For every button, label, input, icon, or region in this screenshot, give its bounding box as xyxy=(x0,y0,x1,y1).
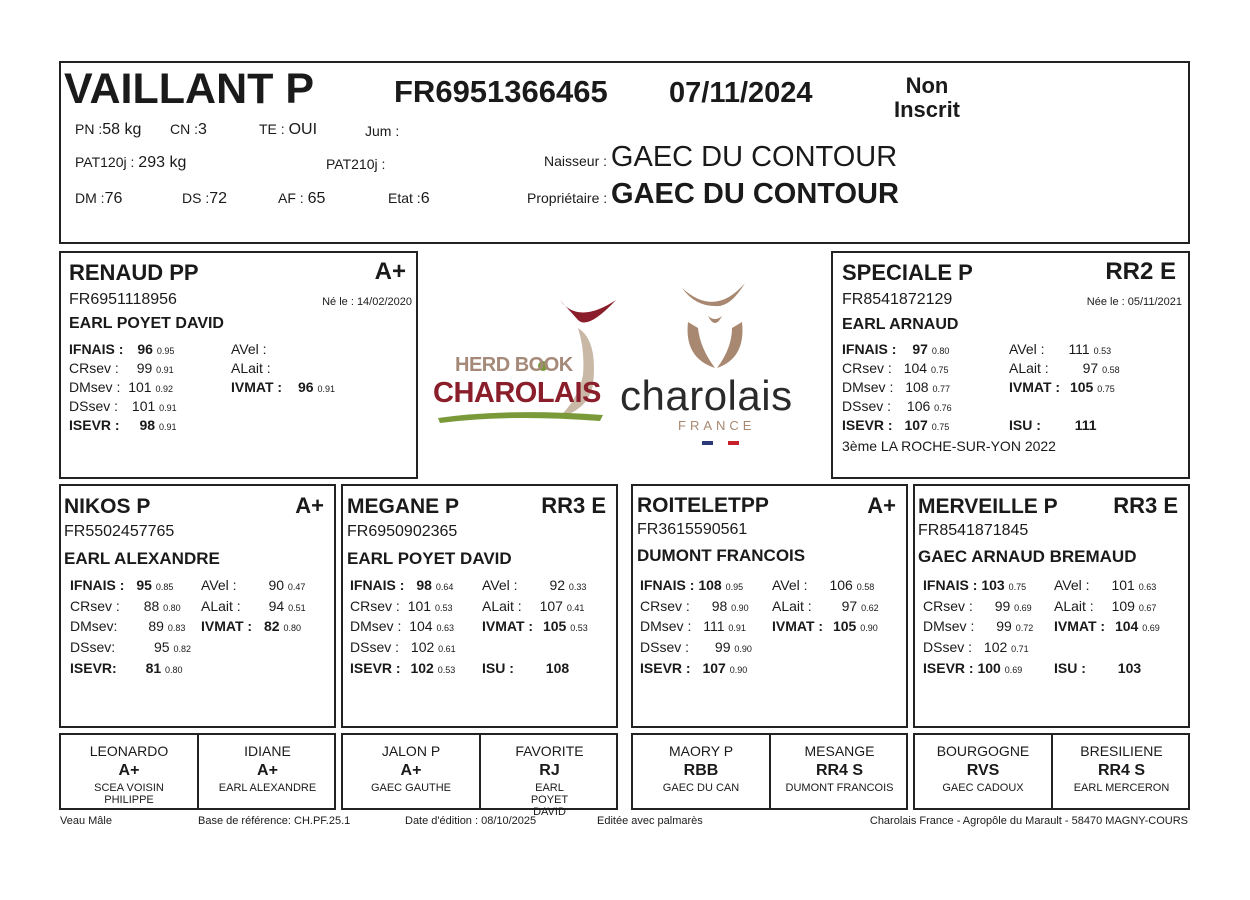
charolais-text: charolais xyxy=(620,372,793,419)
great-grandparent-name: FAVORITE xyxy=(515,743,584,759)
grandparent-name: NIKOS P xyxy=(64,495,151,518)
grandparent-name: MEGANE P xyxy=(347,495,460,518)
great-grandparent-qualification: RJ xyxy=(539,762,560,779)
registration-status: Non Inscrit xyxy=(893,73,961,122)
great-grandparent-pair xyxy=(341,733,618,818)
dam-ifnais: IFNAIS : 97 0.80 xyxy=(842,341,950,357)
great-grandparent-name: MAORY P xyxy=(668,743,734,759)
grandparent-qualification: A+ xyxy=(867,493,896,518)
footer-edit-date: Date d'édition : 08/10/2025 xyxy=(405,815,537,827)
dam-isu: ISU : 111 xyxy=(1009,417,1097,433)
sire-dmsev: DMsev : 101 0.92 xyxy=(69,379,174,395)
dam-avel: AVel : 111 0.53 xyxy=(1009,341,1112,357)
etat-field: Etat :6 xyxy=(388,190,430,207)
sire-dssev: DSsev : 101 0.91 xyxy=(69,398,177,414)
grandparent-isevr: ISEVR : 100 0.69 xyxy=(923,660,1023,676)
dm-field: DM :76 xyxy=(75,190,123,207)
grandparent-ivmat: IVMAT : 104 0.69 xyxy=(1054,618,1160,634)
great-grandparent-qualification: A+ xyxy=(257,762,278,779)
af-field: AF : 65 xyxy=(278,190,326,207)
footer-sex: Veau Mâle xyxy=(60,815,112,827)
dam-dssev: DSsev : 106 0.76 xyxy=(842,398,952,414)
sire-alait: ALait : xyxy=(231,360,271,376)
grandparent-avel: AVel : 90 0.47 xyxy=(201,577,306,593)
grandparent-id: FR8541871845 xyxy=(918,522,1029,539)
pat120-field: PAT120j : 293 kg xyxy=(75,154,187,171)
great-grandparent-pair xyxy=(913,733,1190,810)
grandparent-alait: ALait : 107 0.41 xyxy=(482,598,585,614)
great-grandparent-qualification: RR4 S xyxy=(815,762,864,779)
great-grandparent-qualification: RVS xyxy=(966,762,1000,779)
grandparent-isu: ISU : 103 xyxy=(1054,660,1142,676)
great-grandparent-owner: EARL POYET DAVID xyxy=(530,782,569,818)
france-text: FRANCE xyxy=(678,418,756,433)
great-grandparent-name: IDIANE xyxy=(244,743,291,759)
great-grandparent-pair xyxy=(59,733,336,810)
cn-field: CN :3 xyxy=(170,121,207,138)
grandparent-isu: ISU : 108 xyxy=(482,660,570,676)
grandparent-dmsev: DMsev : 111 0.91 xyxy=(640,618,746,634)
grandparent-card xyxy=(631,484,908,728)
grandparent-ifnais: IFNAIS : 95 0.85 xyxy=(70,577,174,593)
great-grandparent-cell xyxy=(343,735,481,808)
grandparent-qualification: A+ xyxy=(295,493,324,518)
great-grandparent-cell xyxy=(771,735,908,808)
dam-birthdate: Née le : 05/11/2021 xyxy=(1086,296,1182,308)
great-grandparent-name: BRESILIENE xyxy=(1080,743,1163,759)
animal-date: 07/11/2024 xyxy=(669,77,813,109)
pat210-field: PAT210j : xyxy=(326,156,386,172)
grandparent-avel: AVel : 101 0.63 xyxy=(1054,577,1157,593)
te-field: TE : OUI xyxy=(259,121,318,138)
grandparent-card xyxy=(59,484,336,728)
sire-card xyxy=(59,251,418,479)
great-grandparent-qualification: A+ xyxy=(400,762,422,779)
ds-field: DS :72 xyxy=(182,190,228,207)
great-grandparent-cell xyxy=(633,735,771,808)
footer-address: Charolais France - Agropôle du Marault - 58470 MAGNY-COURS xyxy=(869,815,1188,827)
naisseur-field: Naisseur : GAEC DU CONTOUR xyxy=(544,141,898,173)
grandparent-card xyxy=(913,484,1190,728)
grandparent-name: ROITELETPP xyxy=(637,494,769,517)
grandparent-breeder: EARL ALEXANDRE xyxy=(64,549,220,568)
great-grandparent-qualification: RBB xyxy=(683,762,719,779)
dam-breeder: EARL ARNAUD xyxy=(842,316,959,333)
dam-ivmat: IVMAT : 105 0.75 xyxy=(1009,379,1115,395)
herd-book-charolais-logo xyxy=(428,290,628,430)
grandparent-dssev: DSsev : 102 0.61 xyxy=(350,639,456,655)
charolais-france-logo xyxy=(620,278,825,453)
footer-palmares-note: Editée avec palmarès xyxy=(597,815,703,827)
grandparent-dssev: DSsev : 99 0.90 xyxy=(640,639,752,655)
grandparent-dmsev: DMsev : 99 0.72 xyxy=(923,618,1034,634)
great-grandparent-owner: DUMONT FRANCOIS xyxy=(785,782,894,794)
sire-avel: AVel : xyxy=(231,341,267,357)
grandparent-breeder: DUMONT FRANCOIS xyxy=(637,546,806,565)
grandparent-isevr: ISEVR : 107 0.90 xyxy=(640,660,748,676)
herd-book-text: HERD BOOK xyxy=(455,354,573,376)
grandparent-alait: ALait : 97 0.62 xyxy=(772,598,879,614)
great-grandparent-cell xyxy=(199,735,336,808)
great-grandparent-name: LEONARDO xyxy=(89,743,169,759)
grandparent-dssev: DSsev: 95 0.82 xyxy=(70,639,192,655)
grandparent-isevr: ISEVR : 102 0.53 xyxy=(350,660,456,676)
grandparent-ivmat: IVMAT : 105 0.53 xyxy=(482,618,588,634)
grandparent-breeder: GAEC ARNAUD BREMAUD xyxy=(918,547,1137,566)
dam-crsev: CRsev : 104 0.75 xyxy=(842,360,949,376)
grandparent-dmsev: DMsev: 89 0.83 xyxy=(70,618,186,634)
great-grandparent-cell xyxy=(915,735,1053,808)
animal-header xyxy=(59,61,1190,244)
dam-dmsev: DMsev : 108 0.77 xyxy=(842,379,951,395)
dam-id: FR8541872129 xyxy=(842,291,953,308)
grandparent-crsev: CRsev : 101 0.53 xyxy=(350,598,453,614)
grandparent-dssev: DSsev : 102 0.71 xyxy=(923,639,1029,655)
great-grandparent-owner: EARL ALEXANDRE xyxy=(218,782,317,794)
great-grandparent-owner: EARL MERCERON xyxy=(1073,782,1170,794)
grandparent-ivmat: IVMAT : 82 0.80 xyxy=(201,618,301,634)
grandparent-ifnais: IFNAIS : 98 0.64 xyxy=(350,577,454,593)
grandparent-dmsev: DMsev : 104 0.63 xyxy=(350,618,455,634)
grandparent-alait: ALait : 109 0.67 xyxy=(1054,598,1157,614)
grandparent-breeder: EARL POYET DAVID xyxy=(347,549,512,568)
footer-reference-base: Base de référence: CH.PF.25.1 xyxy=(198,815,351,827)
dam-palmares: 3ème LA ROCHE-SUR-YON 2022 xyxy=(842,438,1056,454)
great-grandparent-qualification: A+ xyxy=(118,762,140,779)
grandparent-crsev: CRsev : 98 0.90 xyxy=(640,598,749,614)
sire-crsev: CRsev : 99 0.91 xyxy=(69,360,174,376)
great-grandparent-cell xyxy=(1053,735,1190,808)
great-grandparent-pair xyxy=(631,733,908,810)
dam-qualification: RR2 E xyxy=(1105,258,1176,285)
sire-qualification: A+ xyxy=(374,258,406,285)
grandparent-ivmat: IVMAT : 105 0.90 xyxy=(772,618,878,634)
grandparent-alait: ALait : 94 0.51 xyxy=(201,598,306,614)
grandparent-ifnais: IFNAIS : 103 0.75 xyxy=(923,577,1027,593)
proprietaire-field: Propriétaire : GAEC DU CONTOUR xyxy=(527,178,899,210)
animal-name: VAILLANT P xyxy=(64,65,315,113)
great-grandparent-qualification: RR4 S xyxy=(1097,762,1146,779)
great-grandparent-name: MESANGE xyxy=(804,743,875,759)
great-grandparent-name: BOURGOGNE xyxy=(936,743,1030,759)
herd-book-charolais-text: CHAROLAIS xyxy=(433,377,601,409)
dam-isevr: ISEVR : 107 0.75 xyxy=(842,417,950,433)
jum-field: Jum : xyxy=(365,123,400,139)
grandparent-crsev: CRsev : 88 0.80 xyxy=(70,598,181,614)
great-grandparent-owner: SCEA VOISIN PHILIPPE xyxy=(94,782,164,806)
great-grandparent-cell xyxy=(61,735,199,808)
sire-name: RENAUD PP xyxy=(69,260,199,285)
dam-name: SPECIALE P xyxy=(842,260,973,285)
grandparent-avel: AVel : 92 0.33 xyxy=(482,577,587,593)
grandparent-qualification: RR3 E xyxy=(1113,493,1178,518)
sire-ifnais: IFNAIS : 96 0.95 xyxy=(69,341,175,357)
sire-id: FR6951118956 xyxy=(69,291,177,308)
grandparent-card xyxy=(341,484,618,728)
grandparent-crsev: CRsev : 99 0.69 xyxy=(923,598,1032,614)
great-grandparent-cell xyxy=(481,735,618,818)
dam-card xyxy=(831,251,1190,479)
sire-isevr: ISEVR : 98 0.91 xyxy=(69,417,177,433)
grandparent-id: FR3615590561 xyxy=(637,521,748,538)
grandparent-ifnais: IFNAIS : 108 0.95 xyxy=(640,577,744,593)
animal-id: FR6951366465 xyxy=(394,74,608,109)
grandparent-avel: AVel : 106 0.58 xyxy=(772,577,875,593)
great-grandparent-owner: GAEC CADOUX xyxy=(942,782,1024,794)
grandparent-id: FR6950902365 xyxy=(347,523,458,540)
sire-birthdate: Né le : 14/02/2020 xyxy=(322,296,412,308)
grandparent-name: MERVEILLE P xyxy=(918,495,1058,518)
sire-ivmat: IVMAT : 96 0.91 xyxy=(231,379,335,395)
sire-breeder: EARL POYET DAVID xyxy=(69,315,224,332)
great-grandparent-name: JALON P xyxy=(381,743,441,759)
grandparent-qualification: RR3 E xyxy=(541,493,606,518)
dam-alait: ALait : 97 0.58 xyxy=(1009,360,1120,376)
great-grandparent-owner: GAEC DU CAN xyxy=(662,782,740,794)
great-grandparent-owner: GAEC GAUTHE xyxy=(370,782,452,794)
grandparent-isevr: ISEVR: 81 0.80 xyxy=(70,660,183,676)
pn-field: PN :58 kg xyxy=(75,121,142,138)
grandparent-id: FR5502457765 xyxy=(64,523,175,540)
